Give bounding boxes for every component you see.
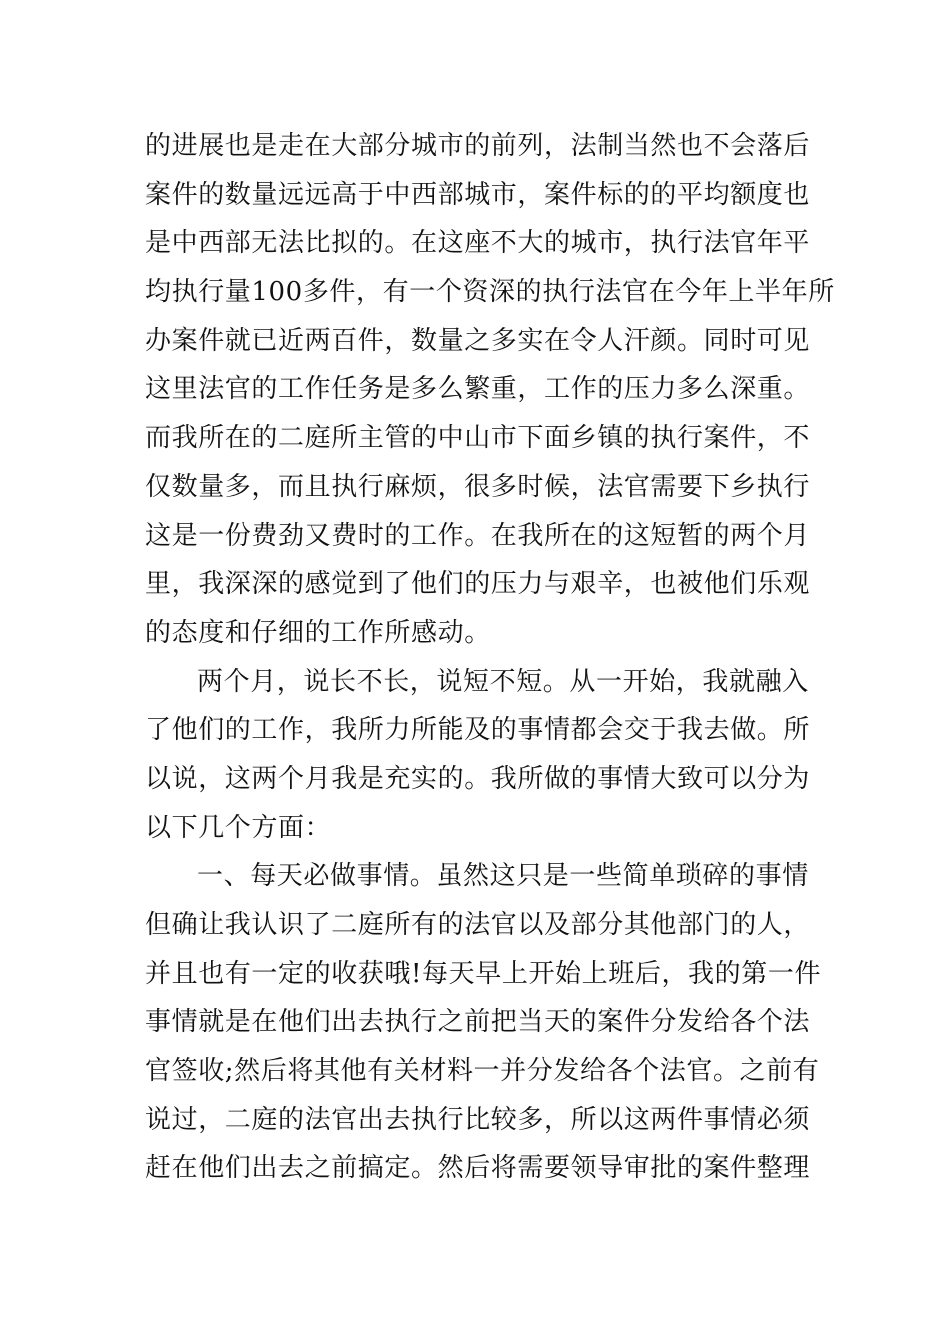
text-line: 的进展也是走在大部分城市的前列，法制当然也不会落后 <box>145 131 811 161</box>
text-line: 里，我深深的感觉到了他们的压力与艰辛，也被他们乐观 <box>145 569 811 600</box>
text-line: 事情就是在他们出去执行之前把当天的案件分发给各个法 <box>145 1007 811 1038</box>
text-line: 赶在他们出去之前搞定。然后将需要领导审批的案件整理 <box>145 1153 811 1184</box>
text-line: 说过，二庭的法官出去执行比较多，所以这两件事情必须 <box>145 1104 811 1135</box>
text-line: 了他们的工作，我所力所能及的事情都会交于我去做。所 <box>145 715 811 746</box>
text-line: 以说，这两个月我是充实的。我所做的事情大致可以分为 <box>145 763 811 794</box>
paragraph-start-line: 一、每天必做事情。虽然这只是一些简单琐碎的事情 <box>197 861 809 892</box>
text-line: 均执行量100多件，有一个资深的执行法官在今年上半年所 <box>145 277 835 308</box>
text-line: 仅数量多，而且执行麻烦，很多时候，法官需要下乡执行 <box>145 471 811 502</box>
text-line: 但确让我认识了二庭所有的法官以及部分其他部门的人， <box>145 910 811 940</box>
text-line: 这是一份费劲又费时的工作。在我所在的这短暂的两个月 <box>145 520 811 551</box>
text-line: 是中西部无法比拟的。在这座不大的城市，执行法官年平 <box>145 228 811 259</box>
paragraph-start-line: 两个月，说长不长，说短不短。从一开始，我就融入 <box>197 666 809 697</box>
text-line: 的态度和仔细的工作所感动。 <box>145 617 491 648</box>
text-line: 办案件就已近两百件，数量之多实在令人汗颜。同时可见 <box>145 325 811 356</box>
text-line: 案件的数量远远高于中西部城市，案件标的的平均额度也 <box>145 179 811 210</box>
text-line: 而我所在的二庭所主管的中山市下面乡镇的执行案件，不 <box>145 423 811 454</box>
body-text <box>145 122 835 1193</box>
text-line: 以下几个方面： <box>145 812 332 843</box>
text-line: 官签收;然后将其他有关材料一并分发给各个法官。之前有 <box>145 1056 820 1087</box>
text-line: 并且也有一定的收获哦!每天早上开始上班后，我的第一件 <box>145 958 822 989</box>
text-line: 这里法官的工作任务是多么繁重，工作的压力多么深重。 <box>145 374 811 405</box>
